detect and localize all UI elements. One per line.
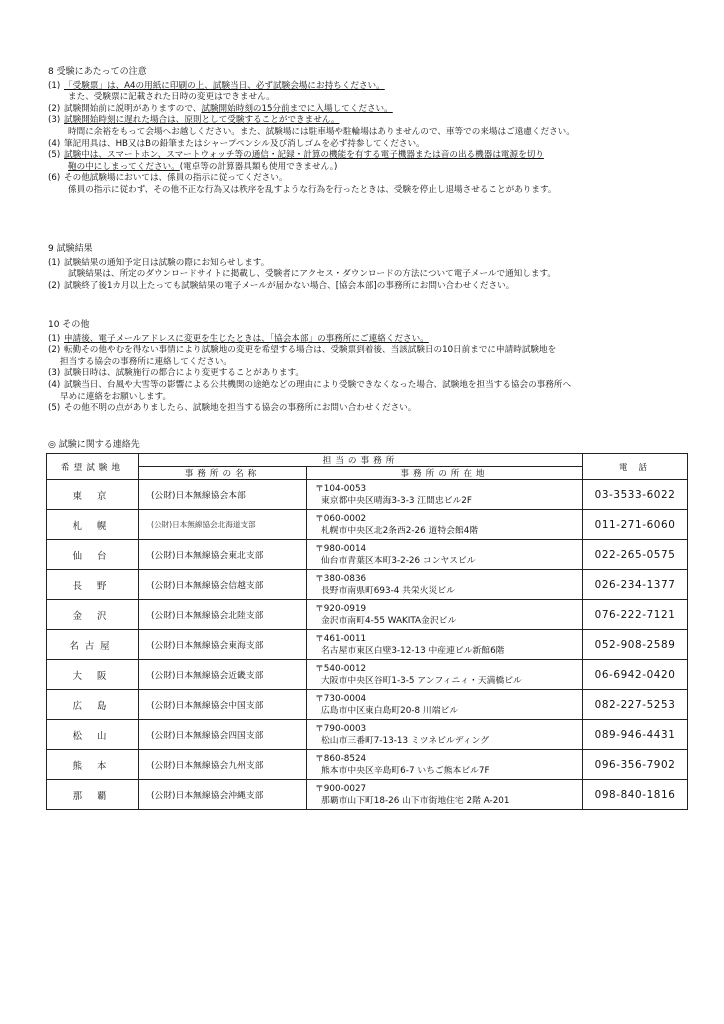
section-9-title: 9 試験結果 (48, 244, 93, 254)
row-office-name: (公財)日本無線協会九州支部 (139, 750, 307, 780)
row-street: 熊本市中央区辛島町6-7 いちご熊本ビル7F (321, 765, 490, 776)
row-street: 札幌市中央区北2条西2-26 道特会館4階 (321, 525, 479, 536)
row-location: 仙 台 (47, 540, 139, 570)
row-zip: 〒380-0836 (315, 573, 367, 584)
row-street: 那覇市山下町18-26 山下市街地住宅 2階 A-201 (321, 795, 510, 806)
row-phone: 022-265-0575 (583, 540, 688, 570)
row-location: 松 山 (47, 720, 139, 750)
row-office-name: (公財)日本無線協会北陸支部 (139, 600, 307, 630)
row-location: 札 幌 (47, 510, 139, 540)
row-zip: 〒461-0011 (315, 633, 367, 644)
row-location: 大 阪 (47, 660, 139, 690)
table-row (47, 600, 688, 630)
row-office-name: (公財)日本無線協会北海道支部 (139, 510, 307, 540)
header-office-group: 担当の事務所 (139, 454, 583, 467)
s9-item-1-cont: 試験結果は、所定のダウンロードサイトに掲載し、受験者にアクセス・ダウンロードの方法について電子メールで通知します。 (68, 269, 556, 280)
row-street: 金沢市南町4-55 WAKITA金沢ビル (321, 615, 457, 626)
s8-item-5-cont: 鞄の中にしまってください。(電卓等の計算器具類も使用できません。) (68, 161, 338, 172)
row-phone: 052-908-2589 (583, 630, 688, 660)
s10-item-2: (2) 転勤その他やむを得ない事情により試験地の変更を希望する場合は、受験票到着後、当該試験日の10日前までに申請時試験地を (48, 345, 557, 356)
row-zip: 〒900-0027 (315, 783, 367, 794)
row-location: 名古屋 (47, 630, 139, 660)
row-address (307, 750, 583, 780)
table-row (47, 630, 688, 660)
s10-item-4-cont: 早めに連絡をお願いします。 (60, 391, 172, 402)
row-address (307, 540, 583, 570)
row-phone: 06-6942-0420 (583, 660, 688, 690)
s10-item-1: (1) 申請後、電子メールアドレスに変更を生じたときは、「協会本部」の事務所にご連絡ください。 (48, 333, 429, 344)
row-address (307, 660, 583, 690)
row-office-name: (公財)日本無線協会東海支部 (139, 630, 307, 660)
table-row (47, 540, 688, 570)
row-zip: 〒730-0004 (315, 693, 367, 704)
table-row (47, 690, 688, 720)
s8-item-2: (2) 試験開始前に説明がありますので、試験開始時刻の15分前までに入場してください。 (48, 103, 393, 114)
row-address (307, 780, 583, 810)
row-street: 東京都中央区晴海3-3-3 江間忠ビル2F (321, 495, 472, 506)
table-row (47, 750, 688, 780)
row-office-name: (公財)日本無線協会四国支部 (139, 720, 307, 750)
row-office-name: (公財)日本無線協会信越支部 (139, 570, 307, 600)
row-address (307, 480, 583, 510)
header-office-name: 事務所の名称 (139, 467, 307, 480)
row-zip: 〒104-0053 (315, 483, 367, 494)
row-street: 仙台市青葉区本町3-2-26 コンヤスビル (321, 555, 476, 566)
row-address (307, 600, 583, 630)
row-street: 長野市南県町693-4 共栄火災ビル (321, 585, 455, 596)
section-9 (48, 244, 688, 292)
s8-item-5: (5) 試験中は、スマートホン、スマートウォッチ等の通信・記録・計算の機能を有する電子機器または音の出る機器は電源を切り (48, 150, 544, 161)
row-zip: 〒980-0014 (315, 543, 367, 554)
s10-item-4: (4) 試験当日、台風や大雪等の影響による公共機関の途絶などの理由により受験できなくなった場合、試験地を担当する協会の事務所へ (48, 379, 572, 390)
s9-item-1: (1) 試験結果の通知予定日は試験の際にお知らせします。 (48, 257, 270, 268)
row-office-name: (公財)日本無線協会本部 (139, 480, 307, 510)
row-phone: 098-840-1816 (583, 780, 688, 810)
row-location: 那 覇 (47, 780, 139, 810)
row-address (307, 510, 583, 540)
row-location: 広 島 (47, 690, 139, 720)
section-10 (48, 320, 688, 415)
s8-item-1: (1) 「受験票」は、A4の用紙に印刷の上、試験当日、必ず試験会場にお持ちください。 (48, 80, 385, 91)
row-location: 金 沢 (47, 600, 139, 630)
row-phone: 089-946-4431 (583, 720, 688, 750)
s8-item-6: (6) その他試験場においては、係員の指示に従ってください。 (48, 173, 288, 184)
s8-item-6-cont: 係員の指示に従わず、その他不正な行為又は秩序を乱すような行為を行ったときは、受験を停止し退場させることがあります。 (68, 184, 557, 195)
row-office-name: (公財)日本無線協会近畿支部 (139, 660, 307, 690)
s10-item-5: (5) その他不明の点がありましたら、試験地を担当する協会の事務所にお問い合わせください。 (48, 403, 417, 414)
s10-item-3: (3) 試験日時は、試験施行の都合により変更することがあります。 (48, 368, 304, 379)
s8-item-3: (3) 試験開始時刻に遅れた場合は、原則として受験することができません。 (48, 115, 340, 126)
row-phone: 026-234-1377 (583, 570, 688, 600)
row-zip: 〒790-0003 (315, 723, 367, 734)
row-office-name: (公財)日本無線協会東北支部 (139, 540, 307, 570)
s9-item-2: (2) 試験終了後1カ月以上たっても試験結果の電子メールが届かない場合、[協会本部]の事務所にお問い合わせください。 (48, 280, 515, 291)
table-row (47, 570, 688, 600)
s8-item-1-cont: また、受験票に記載された日時の変更はできません。 (68, 92, 275, 103)
row-zip: 〒060-0002 (315, 513, 367, 524)
row-address (307, 690, 583, 720)
table-row (47, 780, 688, 810)
contacts-table (46, 453, 688, 810)
table-row (47, 660, 688, 690)
header-office-address: 事務所の所在地 (307, 467, 583, 480)
header-phone: 電 話 (583, 454, 688, 480)
row-address (307, 720, 583, 750)
row-zip: 〒860-8524 (315, 753, 367, 764)
section-8 (48, 67, 688, 197)
section-8-title: 8 受験にあたっての注意 (48, 67, 147, 77)
section-10-title: 10 その他 (48, 320, 90, 330)
contacts-title: ◎ 試験に関する連絡先 (48, 440, 140, 450)
row-address (307, 630, 583, 660)
row-address (307, 570, 583, 600)
s8-item-3-cont: 時間に余裕をもって会場へお越しください。また、試験場には駐車場や駐輪場はありませんので、車等での来場はご遠慮ください。 (68, 126, 575, 137)
row-location: 熊 本 (47, 750, 139, 780)
row-phone: 011-271-6060 (583, 510, 688, 540)
row-street: 松山市三番町7-13-13 ミツネビルディング (321, 735, 490, 746)
table-row (47, 720, 688, 750)
row-zip: 〒540-0012 (315, 663, 367, 674)
row-phone: 03-3533-6022 (583, 480, 688, 510)
row-zip: 〒920-0919 (315, 603, 367, 614)
table-row (47, 480, 688, 510)
s10-item-2-cont: 担当する協会の事務所に連絡してください。 (60, 356, 232, 367)
row-office-name: (公財)日本無線協会中国支部 (139, 690, 307, 720)
row-location: 長 野 (47, 570, 139, 600)
row-phone: 082-227-5253 (583, 690, 688, 720)
s8-item-4: (4) 筆記用具は、HB又はBの鉛筆またはシャープペンシル及び消しゴムを必ず持参してください。 (48, 138, 425, 149)
row-phone: 076-222-7121 (583, 600, 688, 630)
row-location: 東 京 (47, 480, 139, 510)
table-row (47, 510, 688, 540)
row-street: 広島市中区東白島町20-8 川端ビル (321, 705, 459, 716)
row-office-name: (公財)日本無線協会沖縄支部 (139, 780, 307, 810)
header-location: 希望試験地 (47, 454, 139, 480)
row-street: 大阪市中央区谷町1-3-5 アンフィニィ・天満橋ビル (321, 675, 522, 686)
row-street: 名古屋市東区白壁3-12-13 中産連ビル新館6階 (321, 645, 505, 656)
row-phone: 096-356-7902 (583, 750, 688, 780)
